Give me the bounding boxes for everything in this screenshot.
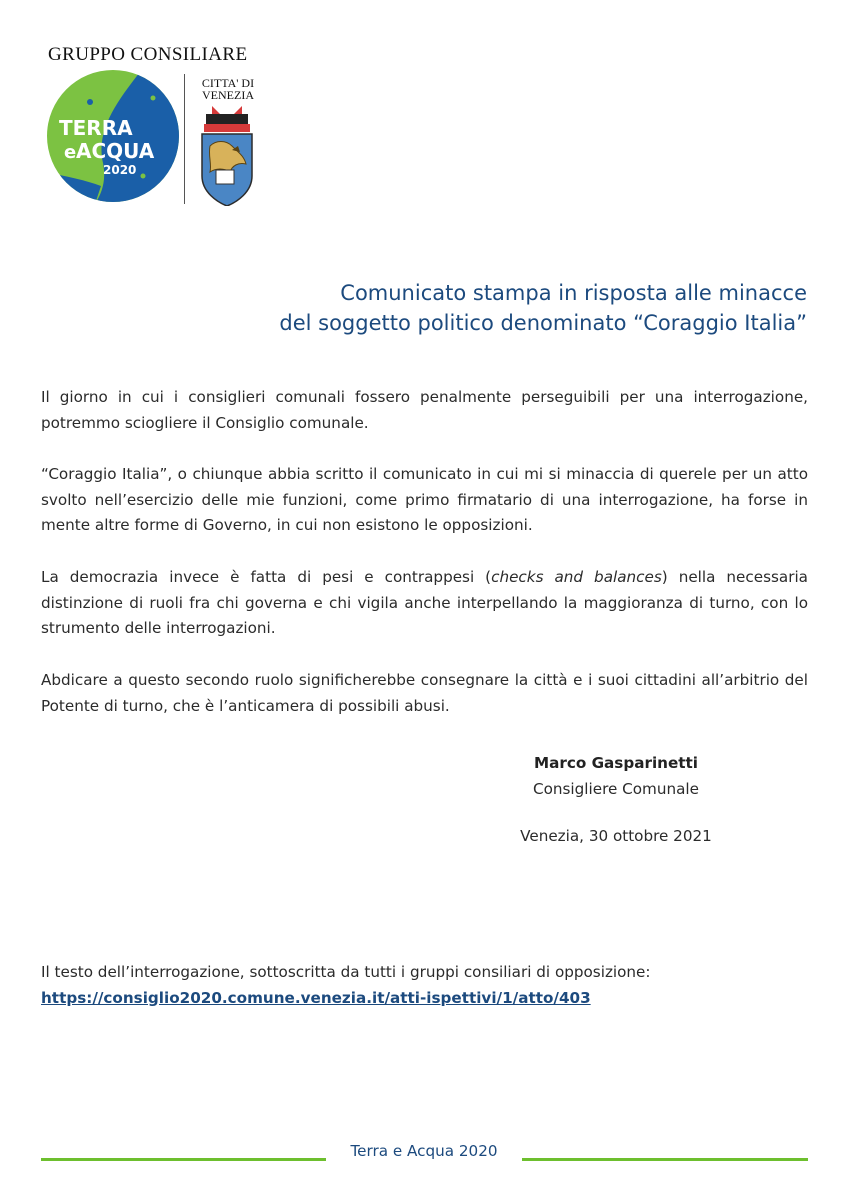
page-title bbox=[167, 278, 807, 338]
city-name bbox=[192, 77, 264, 101]
paragraph-3-end: ) nella necessaria distinzione di ruoli fra chi governa e chi vigila anche interpellando la maggioranza di turno, con lo strumento delle interrogazioni. bbox=[41, 568, 808, 637]
terra-e-acqua-logo bbox=[45, 68, 181, 204]
paragraph-1: Il giorno in cui i consiglieri comunali fossero penalmente perseguibili per una interrogazione, potremmo sciogliere il Consiglio comunale. bbox=[41, 388, 808, 432]
footer-text: Terra e Acqua 2020 bbox=[350, 1142, 498, 1160]
city-line-2: VENEZIA bbox=[202, 88, 254, 102]
note-block bbox=[41, 960, 808, 1011]
logo-word-acqua: ACQUA bbox=[76, 139, 155, 163]
paragraph-3 bbox=[41, 565, 808, 642]
paragraph-4: Abdicare a questo secondo ruolo significherebbe consegnare la città e i suoi cittadini all’arbitrio del Potente di turno, che è l’anticamera di possibili abusi. bbox=[41, 671, 808, 715]
logo-word-terra: TERRA bbox=[59, 116, 133, 140]
group-label: GRUPPO CONSILIARE bbox=[48, 44, 248, 65]
signature-role: Consigliere Comunale bbox=[533, 779, 699, 798]
paragraph-3-start: La democrazia invece è fatta di pesi e contrappesi ( bbox=[41, 568, 492, 586]
footer bbox=[41, 1141, 808, 1165]
note-text: Il testo dell’interrogazione, sottoscritta da tutti i gruppi consiliari di opposizione: bbox=[41, 963, 651, 981]
signature-block bbox=[500, 751, 732, 850]
signature-date: Venezia, 30 ottobre 2021 bbox=[520, 827, 712, 845]
paragraph-3-italic: checks and balances bbox=[491, 568, 662, 586]
city-line-1: CITTA' DI bbox=[201, 76, 255, 90]
signature-name: Marco Gasparinetti bbox=[534, 754, 698, 772]
paragraph-2: “Coraggio Italia”, o chiunque abbia scritto il comunicato in cui mi si minaccia di querele per un atto svolto nell’esercizio delle mie funzioni, come primo firmatario di una interrogazione, ha forse in mente altre forme di Governo, in cui non esistono le opposizioni. bbox=[41, 465, 808, 534]
footer-rule-left bbox=[41, 1158, 326, 1161]
title-line-2: del soggetto politico denominato “Coraggio Italia” bbox=[279, 311, 807, 335]
logo-year: 2020 bbox=[103, 163, 137, 177]
title-line-1: Comunicato stampa in risposta alle minacce bbox=[340, 281, 807, 305]
footer-rule-right bbox=[522, 1158, 808, 1161]
venezia-coat-of-arms bbox=[192, 106, 262, 206]
logo-word-e: e bbox=[64, 142, 77, 163]
interrogation-link[interactable]: https://consiglio2020.comune.venezia.it/atti-ispettivi/1/atto/403 bbox=[41, 988, 591, 1007]
logo-divider bbox=[184, 74, 185, 204]
